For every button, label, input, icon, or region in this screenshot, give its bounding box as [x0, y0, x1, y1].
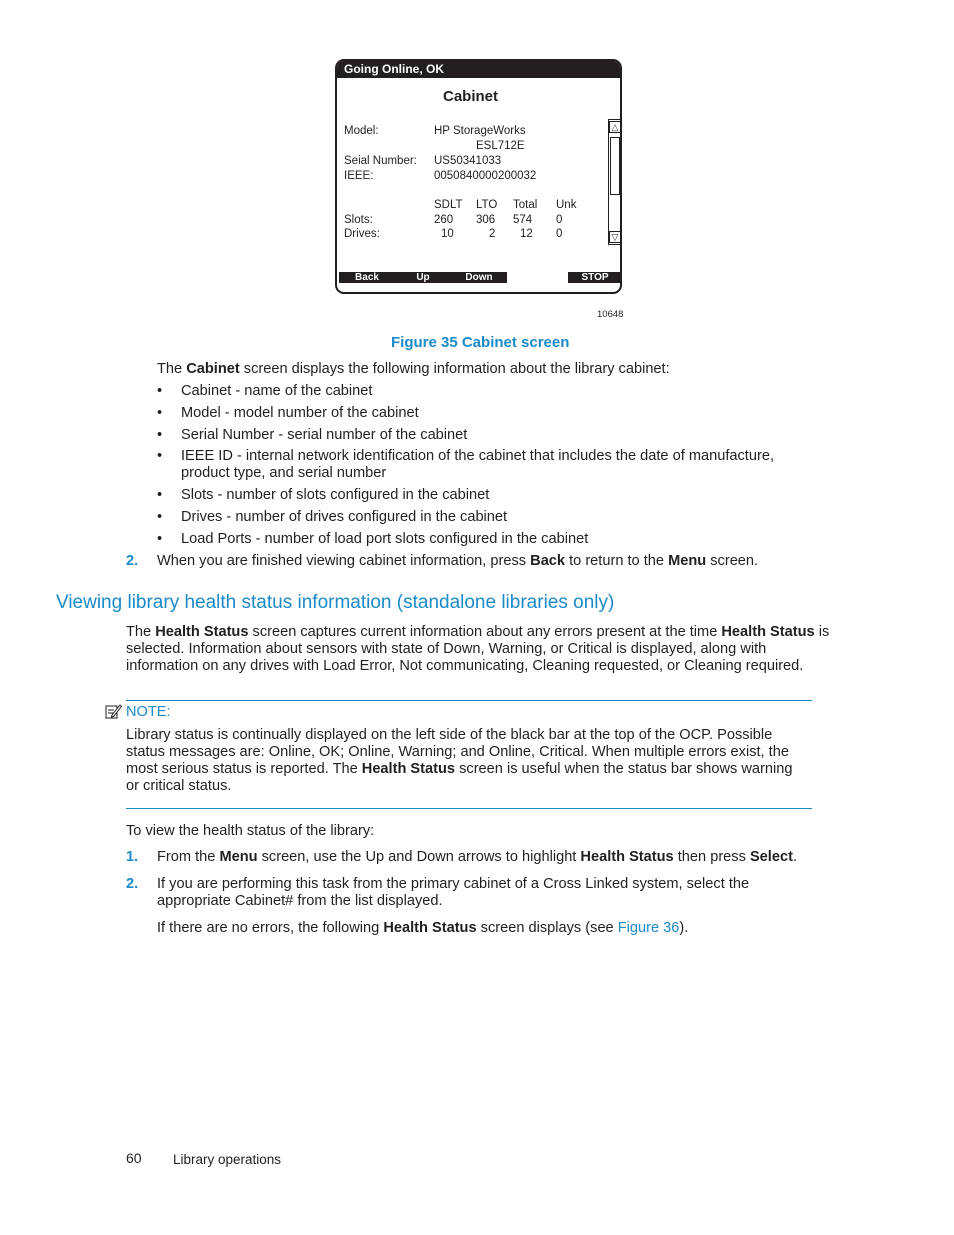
note-line: most serious status is reported. The Health Status screen is useful when the status bar shows warning: [126, 761, 793, 777]
drives-unk: 0: [556, 228, 563, 240]
status-bar: Going Online, OK: [337, 61, 620, 78]
step-number: 1.: [126, 849, 139, 865]
bullet-dot-icon: •: [157, 405, 163, 421]
drives-total: 12: [520, 228, 533, 240]
ieee-label: IEEE:: [344, 170, 374, 182]
bullet-dot-icon: •: [157, 427, 163, 443]
model-value-1: HP StorageWorks: [434, 125, 526, 137]
slots-total: 574: [513, 214, 533, 226]
list-item-continuation: product type, and serial number: [181, 465, 387, 481]
slots-lto: 306: [476, 214, 496, 226]
col-header-lto: LTO: [476, 199, 498, 211]
ocp-cabinet-screen-figure: [335, 59, 622, 294]
slots-unk: 0: [556, 214, 563, 226]
note-line: or critical status.: [126, 778, 232, 794]
serial-label: Seial Number:: [344, 155, 417, 167]
back-softkey[interactable]: Back: [339, 272, 395, 283]
section-heading: Viewing library health status information (standalone libraries only): [56, 592, 615, 613]
note-line: Library status is continually displayed on the left side of the black bar at the top of the OCP. Possible: [126, 727, 773, 743]
note-label: NOTE:: [126, 704, 171, 720]
screen-title: Cabinet: [443, 88, 499, 105]
section-paragraph-line: The Health Status screen captures current information about any errors present at the time Health Status is: [126, 624, 830, 640]
intro-paragraph: The Cabinet screen displays the following information about the library cabinet:: [157, 361, 670, 377]
drives-sdlt: 10: [441, 228, 454, 240]
figure-caption: Figure 35 Cabinet screen: [391, 334, 570, 351]
model-label: Model:: [344, 125, 379, 137]
note-bottom-rule: [126, 808, 812, 809]
list-item: Serial Number - serial number of the cabinet: [181, 427, 468, 443]
slots-sdlt: 260: [434, 214, 454, 226]
bullet-dot-icon: •: [157, 509, 163, 525]
step-2-text-line: appropriate Cabinet# from the list displayed.: [157, 893, 443, 909]
list-item: Load Ports - number of load port slots configured in the cabinet: [181, 531, 589, 547]
bullet-dot-icon: •: [157, 448, 163, 464]
section-paragraph-line: selected. Information about sensors with state of Down, Warning, or Critical is displayed, along with: [126, 641, 767, 657]
note-top-rule: [126, 700, 812, 701]
note-pencil-icon: [105, 703, 122, 720]
bullet-dot-icon: •: [157, 487, 163, 503]
figure-art-number: 10648: [597, 309, 624, 320]
howto-intro: To view the health status of the library:: [126, 823, 375, 839]
bullet-dot-icon: •: [157, 383, 163, 399]
drives-lto: 2: [489, 228, 496, 240]
col-header-total: Total: [513, 199, 538, 211]
drives-label: Drives:: [344, 228, 380, 240]
step-2-text: When you are finished viewing cabinet information, press Back to return to the Menu screen.: [157, 553, 759, 569]
step-2-text-line: If you are performing this task from the primary cabinet of a Cross Linked system, select the: [157, 876, 750, 892]
scroll-down-arrow-icon[interactable]: ▽: [609, 231, 621, 243]
stop-softkey[interactable]: STOP: [568, 272, 622, 283]
col-header-sdlt: SDLT: [434, 199, 463, 211]
step-1-text: From the Menu screen, use the Up and Down arrows to highlight Health Status then press Select.: [157, 849, 798, 865]
list-item: Model - model number of the cabinet: [181, 405, 419, 421]
list-item: Slots - number of slots configured in the cabinet: [181, 487, 490, 503]
section-paragraph-line: information on any drives with Load Error, Not communicating, Cleaning requested, or Cleaning required.: [126, 658, 804, 674]
figure-36-link[interactable]: Figure 36: [617, 920, 680, 936]
step-number: 2.: [126, 876, 139, 892]
note-line: status messages are: Online, OK; Online, Warning; and Online, Critical. When multiple errors exist, the: [126, 744, 789, 760]
softkey-bar: [337, 272, 620, 283]
footer-section-title: Library operations: [173, 1152, 282, 1167]
list-item: IEEE ID - internal network identification of the cabinet that includes the date of manufacture,: [181, 448, 775, 464]
list-item: Drives - number of drives configured in the cabinet: [181, 509, 508, 525]
scroll-up-arrow-icon[interactable]: △: [609, 121, 621, 133]
step-2-followup: If there are no errors, the following Health Status screen displays (see Figure 36).: [157, 920, 689, 936]
scrollbar-thumb[interactable]: [610, 137, 620, 195]
list-item: Cabinet - name of the cabinet: [181, 383, 373, 399]
down-softkey[interactable]: Down: [451, 272, 507, 283]
bullet-dot-icon: •: [157, 531, 163, 547]
ieee-value: 0050840000200032: [434, 170, 537, 182]
step-number: 2.: [126, 553, 139, 569]
serial-value: US50341033: [434, 155, 502, 167]
model-value-2: ESL712E: [476, 140, 525, 152]
up-softkey[interactable]: Up: [395, 272, 451, 283]
slots-label: Slots:: [344, 214, 373, 226]
col-header-unk: Unk: [556, 199, 577, 211]
page-number: 60: [126, 1150, 142, 1166]
